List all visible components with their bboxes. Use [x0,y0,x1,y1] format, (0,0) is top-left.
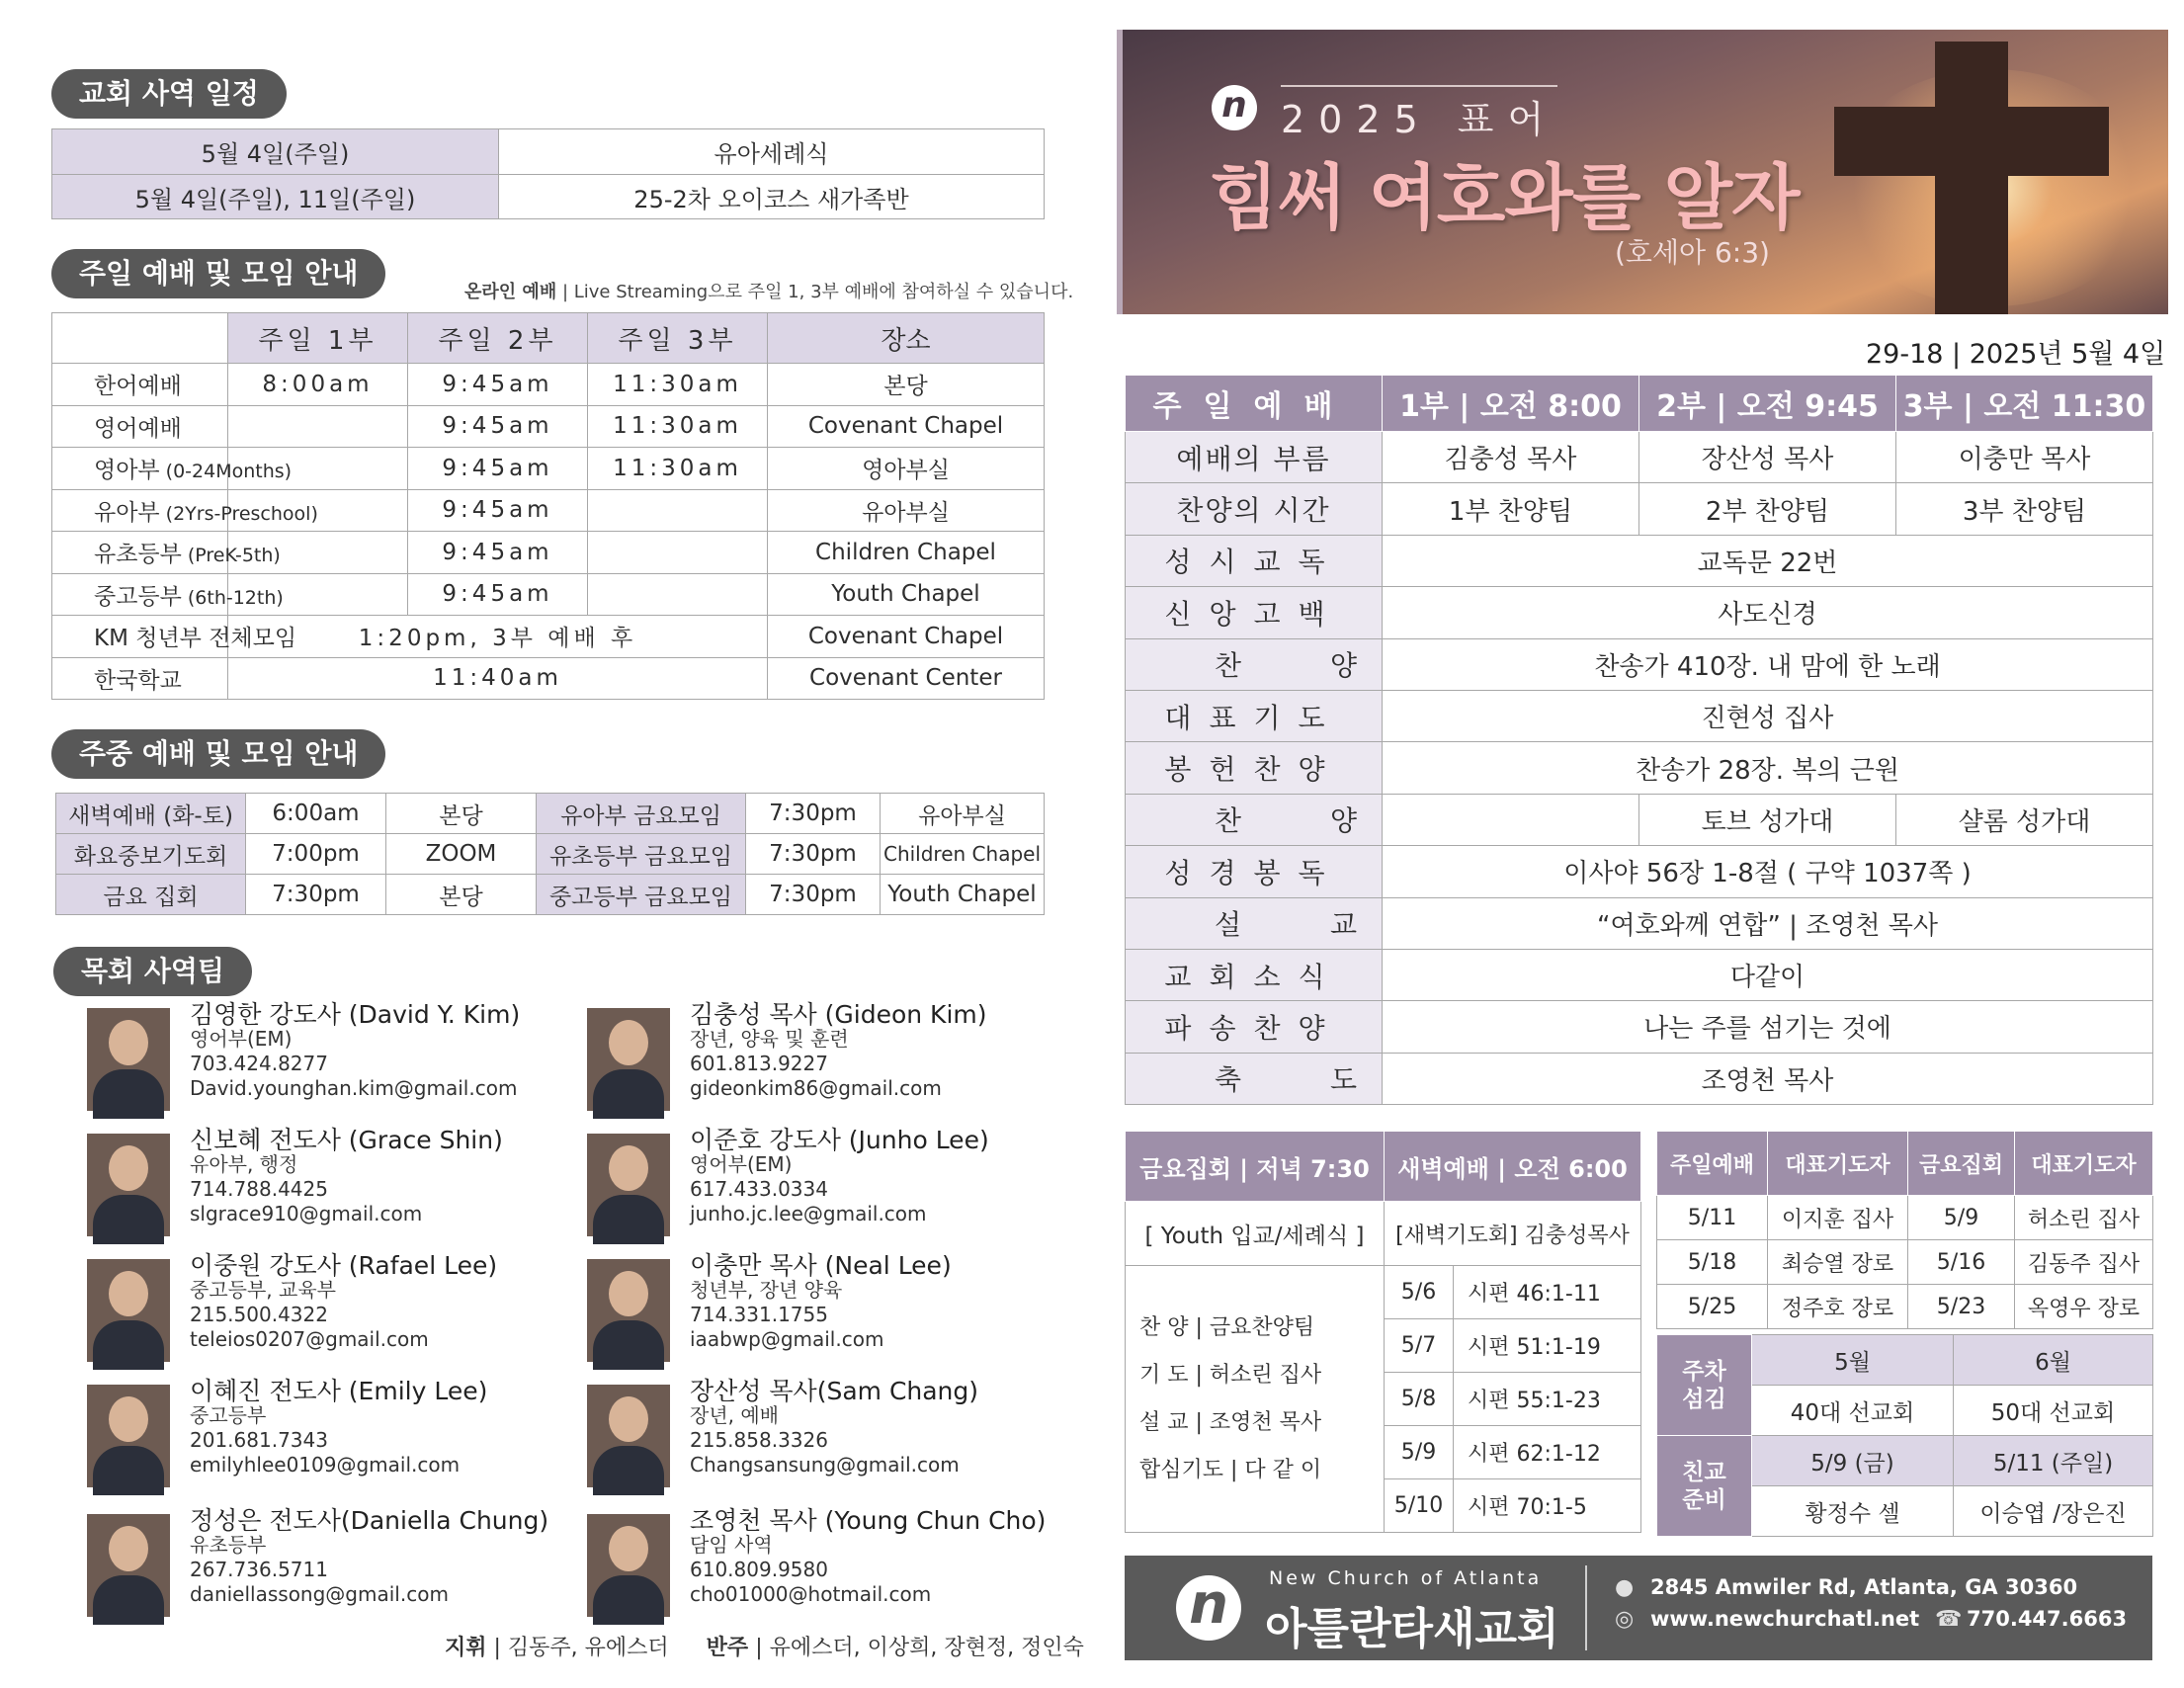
services-title: 주일 예배 및 모임 안내 [51,249,385,298]
col-header: 대표기도자 [1768,1132,1908,1196]
prayer-leader: 정주호 장로 [1768,1285,1908,1329]
table-row [1126,1202,1641,1266]
service-name: 한어예배 [94,374,182,400]
staff-photo [587,1259,670,1362]
staff-email[interactable]: teleios0207@gmail.com [190,1327,429,1351]
order-label: 찬양 [1126,794,1383,845]
friday-subtitle: [ Youth 입교/세례식 ] [1126,1202,1385,1266]
service-time [228,405,408,448]
table-row [52,657,1045,700]
staff-card [87,1000,601,1117]
col-header: 주일예배 [1126,376,1383,432]
meeting-place: ZOOM [386,834,537,875]
service-place: Covenant Center [768,657,1045,700]
col-header: 주일예배 [1657,1132,1768,1196]
dawn-date: 5/6 [1385,1266,1454,1319]
parking-month: 5월 [1752,1335,1954,1386]
staff-role: 영어부(EM) [190,1027,293,1051]
staff-card [87,1506,601,1623]
table-row [1126,535,2153,586]
staff-name: 이준호 강도사 (Junho Lee) [690,1126,989,1154]
staff-phone: 714.788.4425 [190,1177,328,1201]
order-label: 찬양 [1126,638,1383,690]
staff-name: 장산성 목사(Sam Chang) [690,1377,979,1405]
table-row [52,573,1045,616]
service-place: Children Chapel [768,532,1045,574]
online-text: | Live Streaming으로 주일 1, 3부 예배에 참여하실 수 있습니다. [561,282,1074,302]
prayer-date: 5/16 [1908,1240,2015,1285]
staff-role: 중고등부, 교육부 [190,1278,336,1302]
staff-photo [587,1385,670,1487]
dawn-date: 5/7 [1385,1319,1454,1373]
friday-line: 합심기도 | 다 같 이 [1139,1457,1322,1482]
table-row [1126,742,2153,794]
order-label: 봉헌찬양 [1126,742,1383,794]
dawn-text: 시편 55:1-23 [1454,1373,1641,1426]
prayer-leader: 김동주 집사 [2015,1240,2153,1285]
col-header: 3부 | 오전 11:30 [1896,376,2153,432]
meeting-place: 유아부실 [881,794,1045,834]
service-time: 9:45am [408,448,588,490]
event-date: 5월 4일(주일) [52,129,499,175]
dawn-text: 시편 51:1-19 [1454,1319,1641,1373]
prayer-leader: 최승열 장로 [1768,1240,1908,1285]
col-header: 주일 1부 [228,313,408,364]
service-place: Covenant Chapel [768,405,1045,448]
col-header [52,313,228,364]
cross-horizontal [1834,107,2109,176]
staff-card [587,1251,1101,1368]
meeting-name: 금요 집회 [56,875,246,915]
staff-role: 유아부, 행정 [190,1152,298,1176]
staff-photo [87,1385,170,1487]
col-header: 주일 3부 [588,313,768,364]
service-name: 한국학교 [52,657,228,700]
col-header: 1부 | 오전 8:00 [1383,376,1639,432]
cross-vertical [1935,42,2008,314]
weekly-title: 주중 예배 및 모임 안내 [51,729,385,779]
service-age-range: (2Yrs-Preschool) [165,502,318,525]
order-value: 교독문 22번 [1383,535,2153,586]
staff-photo [587,1134,670,1236]
staff-email[interactable]: slgrace910@gmail.com [190,1202,423,1225]
table-row [52,364,1045,406]
service-name-cell [52,489,318,532]
service-place: 영아부실 [768,448,1045,490]
service-name: 영아부 [94,458,160,484]
location-pin-icon: ● [1615,1575,1635,1600]
staff-role: 담임 사역 [690,1533,773,1557]
staff-title: 목회 사역팀 [53,947,252,996]
prayer-leaders-table [1656,1131,2153,1329]
order-value: 이사야 56장 1-8절 ( 구약 1037쪽 ) [1383,846,2153,897]
friday-dawn-table [1125,1131,1641,1533]
service-time: 9:45am [408,405,588,448]
motto-reference: (호세아 6:3) [1615,236,1770,269]
church-phone: 770.447.6663 [1967,1607,2128,1631]
table-row [1126,432,2153,483]
meeting-place: 본당 [386,875,537,915]
church-address: 2845 Amwiler Rd, Atlanta, GA 30360 [1650,1575,2078,1599]
service-time: 9:45am [408,573,588,616]
table-row [1126,1053,2153,1104]
service-name: 유초등부 [94,542,182,568]
service-name: 유아부 [94,499,160,526]
col-header: 장소 [768,313,1045,364]
staff-name: 김충성 목사 (Gideon Kim) [690,1000,987,1029]
staff-name: 이중원 강도사 (Rafael Lee) [190,1251,498,1280]
service-name-cell [52,448,293,490]
church-website[interactable]: www.newchurchatl.net [1650,1607,1920,1631]
table-row [56,875,1045,915]
staff-card [87,1251,601,1368]
issue-date: 29-18 | 2025년 5월 4일 [1866,339,2166,370]
col-header: 대표기도자 [2015,1132,2153,1196]
staff-email[interactable]: cho01000@hotmail.com [690,1582,932,1606]
table-row [1657,1240,2153,1285]
order-label: 교회소식 [1126,949,1383,1000]
staff-email[interactable]: junho.jc.lee@gmail.com [690,1202,927,1225]
service-time: 1:20pm, 3부 예배 후 [228,616,768,658]
meeting-time: 7:30pm [746,834,881,875]
events-table [51,128,1045,219]
service-time [588,532,768,574]
worship-order-table [1125,375,2153,1105]
staff-role: 장년, 예배 [690,1403,779,1427]
parking-label: 주차섬김 [1657,1335,1752,1436]
footer-bar [1125,1556,2152,1660]
staff-card [87,1126,601,1242]
accompanist-label: 반주 [706,1636,749,1660]
event-date: 5월 4일(주일), 11일(주일) [52,175,499,219]
table-row [1126,949,2153,1000]
accompanist-names: | 유에스더, 이상희, 장현정, 정인숙 [755,1636,1084,1660]
staff-photo [87,1008,170,1111]
prayer-date: 5/25 [1657,1285,1768,1329]
online-note [464,278,1073,303]
table-row [1657,1436,2153,1486]
service-name-cell [52,364,228,406]
table-header-row [52,313,1045,364]
col-header: 주일 2부 [408,313,588,364]
table-header-row [1657,1132,2153,1196]
service-place: Covenant Chapel [768,616,1045,658]
staff-photo [87,1134,170,1236]
motto-year-label: 2025 표어 [1281,85,1557,143]
staff-card [587,1126,1101,1242]
dawn-text: 시편 62:1-12 [1454,1426,1641,1479]
service-time [588,489,768,532]
parking-value: 40대 선교회 [1752,1386,1954,1436]
staff-email[interactable]: gideonkim86@gmail.com [690,1076,942,1100]
dawn-date: 5/9 [1385,1426,1454,1479]
meeting-name: 유아부 금요모임 [537,794,746,834]
online-label: 온라인 예배 [464,282,557,302]
friday-line: 찬 양 | 금요찬양팀 [1139,1314,1315,1340]
dawn-date: 5/10 [1385,1479,1454,1533]
motto-banner [1117,30,2168,314]
order-label: 예배의 부름 [1126,432,1383,483]
order-value: “여호와께 연합” | 조영천 목사 [1383,897,2153,949]
staff-email[interactable]: emilyhlee0109@gmail.com [190,1453,461,1477]
staff-card [87,1377,601,1493]
service-time: 9:45am [408,532,588,574]
table-row [1126,846,2153,897]
order-label: 대표기도 [1126,690,1383,741]
table-row [1657,1335,2153,1386]
order-value: 1부 찬양팀 [1383,483,1639,535]
meeting-name: 새벽예배 (화-토) [56,794,246,834]
globe-icon: ◎ [1615,1607,1635,1632]
staff-name: 정성은 전도사(Daniella Chung) [190,1506,549,1535]
friday-line: 설 교 | 조영천 목사 [1139,1409,1322,1435]
col-header: 2부 | 오전 9:45 [1639,376,1896,432]
table-row [1126,794,2153,845]
fellowship-value: 황정수 셀 [1752,1486,1954,1537]
service-time: 11:30am [588,405,768,448]
service-place: Youth Chapel [768,573,1045,616]
order-value: 2부 찬양팀 [1639,483,1896,535]
staff-photo [587,1008,670,1111]
service-age-range: (6th-12th) [187,586,284,609]
meeting-time: 7:30pm [746,875,881,915]
meeting-time: 6:00am [246,794,386,834]
service-name: KM 청년부 전체모임 [52,616,228,658]
order-label: 성경봉독 [1126,846,1383,897]
table-row [52,616,1045,658]
meeting-name: 유초등부 금요모임 [537,834,746,875]
staff-role: 청년부, 장년 양육 [690,1278,843,1302]
footer-divider [1585,1565,1587,1650]
staff-email[interactable]: daniellassong@gmail.com [190,1582,449,1606]
service-name: 중고등부 [94,583,182,610]
order-label: 성시교독 [1126,535,1383,586]
order-value: 김충성 목사 [1383,432,1639,483]
meeting-place: Youth Chapel [881,875,1045,915]
staff-role: 영어부(EM) [690,1152,793,1176]
dawn-subtitle: [새벽기도회] 김충성목사 [1385,1202,1641,1266]
order-value: 사도신경 [1383,587,2153,638]
table-row [56,834,1045,875]
staff-photo [87,1259,170,1362]
service-time: 9:45am [408,489,588,532]
staff-phone: 215.858.3326 [690,1428,828,1452]
church-logo-icon: n [1212,85,1257,130]
table-row [52,175,1045,219]
meeting-time: 7:30pm [746,794,881,834]
dawn-header: 새벽예배 | 오전 6:00 [1385,1132,1641,1202]
dawn-text: 시편 46:1-11 [1454,1266,1641,1319]
fellowship-date: 5/9 (금) [1752,1436,1954,1486]
order-value: 진현성 집사 [1383,690,2153,741]
order-value: 이충만 목사 [1896,432,2153,483]
staff-card [587,1377,1101,1493]
table-row [52,489,1045,532]
staff-phone: 703.424.8277 [190,1052,328,1075]
staff-role: 장년, 양육 및 훈련 [690,1027,849,1051]
service-duty-table [1656,1334,2153,1537]
col-header: 금요집회 [1908,1132,2015,1196]
table-row [52,129,1045,175]
friday-header: 금요집회 | 저녁 7:30 [1126,1132,1385,1202]
table-row [52,532,1045,574]
order-value: 3부 찬양팀 [1896,483,2153,535]
order-value: 찬송가 410장. 내 맘에 한 노래 [1383,638,2153,690]
order-label: 축도 [1126,1053,1383,1104]
prayer-leader: 허소린 집사 [2015,1196,2153,1240]
table-row [1126,638,2153,690]
meeting-time: 7:00pm [246,834,386,875]
service-name-cell [52,573,284,616]
church-name-en: New Church of Atlanta [1269,1567,1543,1589]
staff-phone: 215.500.4322 [190,1303,328,1326]
friday-line: 기 도 | 허소린 집사 [1139,1362,1322,1388]
service-time: 11:40am [228,657,768,700]
meeting-place: 본당 [386,794,537,834]
service-name-cell [52,405,228,448]
order-label: 설교 [1126,897,1383,949]
staff-email[interactable]: iaabwp@gmail.com [690,1327,884,1351]
staff-phone: 601.813.9227 [690,1052,828,1075]
staff-photo [87,1514,170,1617]
conductor-label: 지휘 [445,1636,487,1660]
order-value: 조영천 목사 [1383,1053,2153,1104]
table-row [1126,1001,2153,1053]
staff-name: 이충만 목사 (Neal Lee) [690,1251,952,1280]
prayer-date: 5/18 [1657,1240,1768,1285]
conductor-names: | 김동주, 유에스더 [493,1636,669,1660]
order-value: 장산성 목사 [1639,432,1896,483]
service-age-range: (PreK-5th) [187,545,281,567]
church-logo-icon: n [1176,1575,1241,1641]
prayer-leader: 이지훈 집사 [1768,1196,1908,1240]
order-value: 샬롬 성가대 [1896,794,2153,845]
staff-phone: 267.736.5711 [190,1558,328,1581]
table-row [1126,690,2153,741]
service-place: 유아부실 [768,489,1045,532]
table-row [1126,587,2153,638]
table-header-row [1126,1132,1641,1202]
music-credits [445,1631,1084,1661]
church-name-ko: 아틀란타새교회 [1265,1604,1559,1654]
meeting-place: Children Chapel [881,834,1045,875]
prayer-leader: 옥영우 장로 [2015,1285,2153,1329]
events-title: 교회 사역 일정 [51,69,287,119]
weekly-table [55,793,1045,915]
table-row [1126,483,2153,535]
table-row [1126,897,2153,949]
order-value: 찬송가 28장. 복의 근원 [1383,742,2153,794]
parking-month: 6월 [1954,1335,2153,1386]
service-place: 본당 [768,364,1045,406]
service-time [588,573,768,616]
staff-card [587,1506,1101,1623]
service-time: 8:00am [228,364,408,406]
staff-phone: 714.331.1755 [690,1303,828,1326]
staff-name: 김영한 강도사 (David Y. Kim) [190,1000,521,1029]
service-age-range: (0-24Months) [165,461,293,483]
staff-email[interactable]: David.younghan.kim@gmail.com [190,1076,518,1100]
table-row [52,405,1045,448]
table-row [1657,1196,2153,1240]
prayer-date: 5/9 [1908,1196,2015,1240]
order-value: 다같이 [1383,949,2153,1000]
order-value: 나는 주를 섬기는 것에 [1383,1001,2153,1053]
prayer-date: 5/23 [1908,1285,2015,1329]
staff-name: 신보혜 전도사 (Grace Shin) [190,1126,503,1154]
order-label: 파송찬양 [1126,1001,1383,1053]
meeting-name: 중고등부 금요모임 [537,875,746,915]
sunday-services-table [51,312,1045,700]
staff-role: 중고등부 [190,1403,267,1427]
fellowship-value: 이승엽 /장은진 [1954,1486,2153,1537]
phone-icon: ☎ [1935,1607,1963,1632]
service-time: 9:45am [408,364,588,406]
service-name: 영어예배 [94,415,182,442]
parking-value: 50대 선교회 [1954,1386,2153,1436]
staff-name: 조영천 목사 (Young Chun Cho) [690,1506,1047,1535]
meeting-time: 7:30pm [246,875,386,915]
dawn-text: 시편 70:1-5 [1454,1479,1641,1533]
table-row [56,794,1045,834]
meeting-name: 화요중보기도회 [56,834,246,875]
dawn-date: 5/8 [1385,1373,1454,1426]
fellowship-date: 5/11 (주일) [1954,1436,2153,1486]
table-row [1657,1285,2153,1329]
staff-email[interactable]: Changsansung@gmail.com [690,1453,960,1477]
staff-photo [587,1514,670,1617]
staff-role: 유초등부 [190,1533,267,1557]
table-header-row [1126,376,2153,432]
order-label: 신앙고백 [1126,587,1383,638]
service-name-cell [52,532,281,574]
event-name: 유아세례식 [499,129,1045,175]
service-time: 11:30am [588,364,768,406]
prayer-date: 5/11 [1657,1196,1768,1240]
table-row [1126,1266,1641,1319]
staff-name: 이혜진 전도사 (Emily Lee) [190,1377,488,1405]
service-time: 11:30am [588,448,768,490]
order-label: 찬양의 시간 [1126,483,1383,535]
table-row [52,448,1045,490]
staff-card [587,1000,1101,1117]
staff-phone: 610.809.9580 [690,1558,828,1581]
staff-phone: 617.433.0334 [690,1177,828,1201]
motto-text: 힘써 여호와를 알자 [1210,156,1800,239]
staff-phone: 201.681.7343 [190,1428,328,1452]
fellowship-label: 친교준비 [1657,1436,1752,1537]
order-value: 토브 성가대 [1639,794,1896,845]
event-name: 25-2차 오이코스 새가족반 [499,175,1045,219]
